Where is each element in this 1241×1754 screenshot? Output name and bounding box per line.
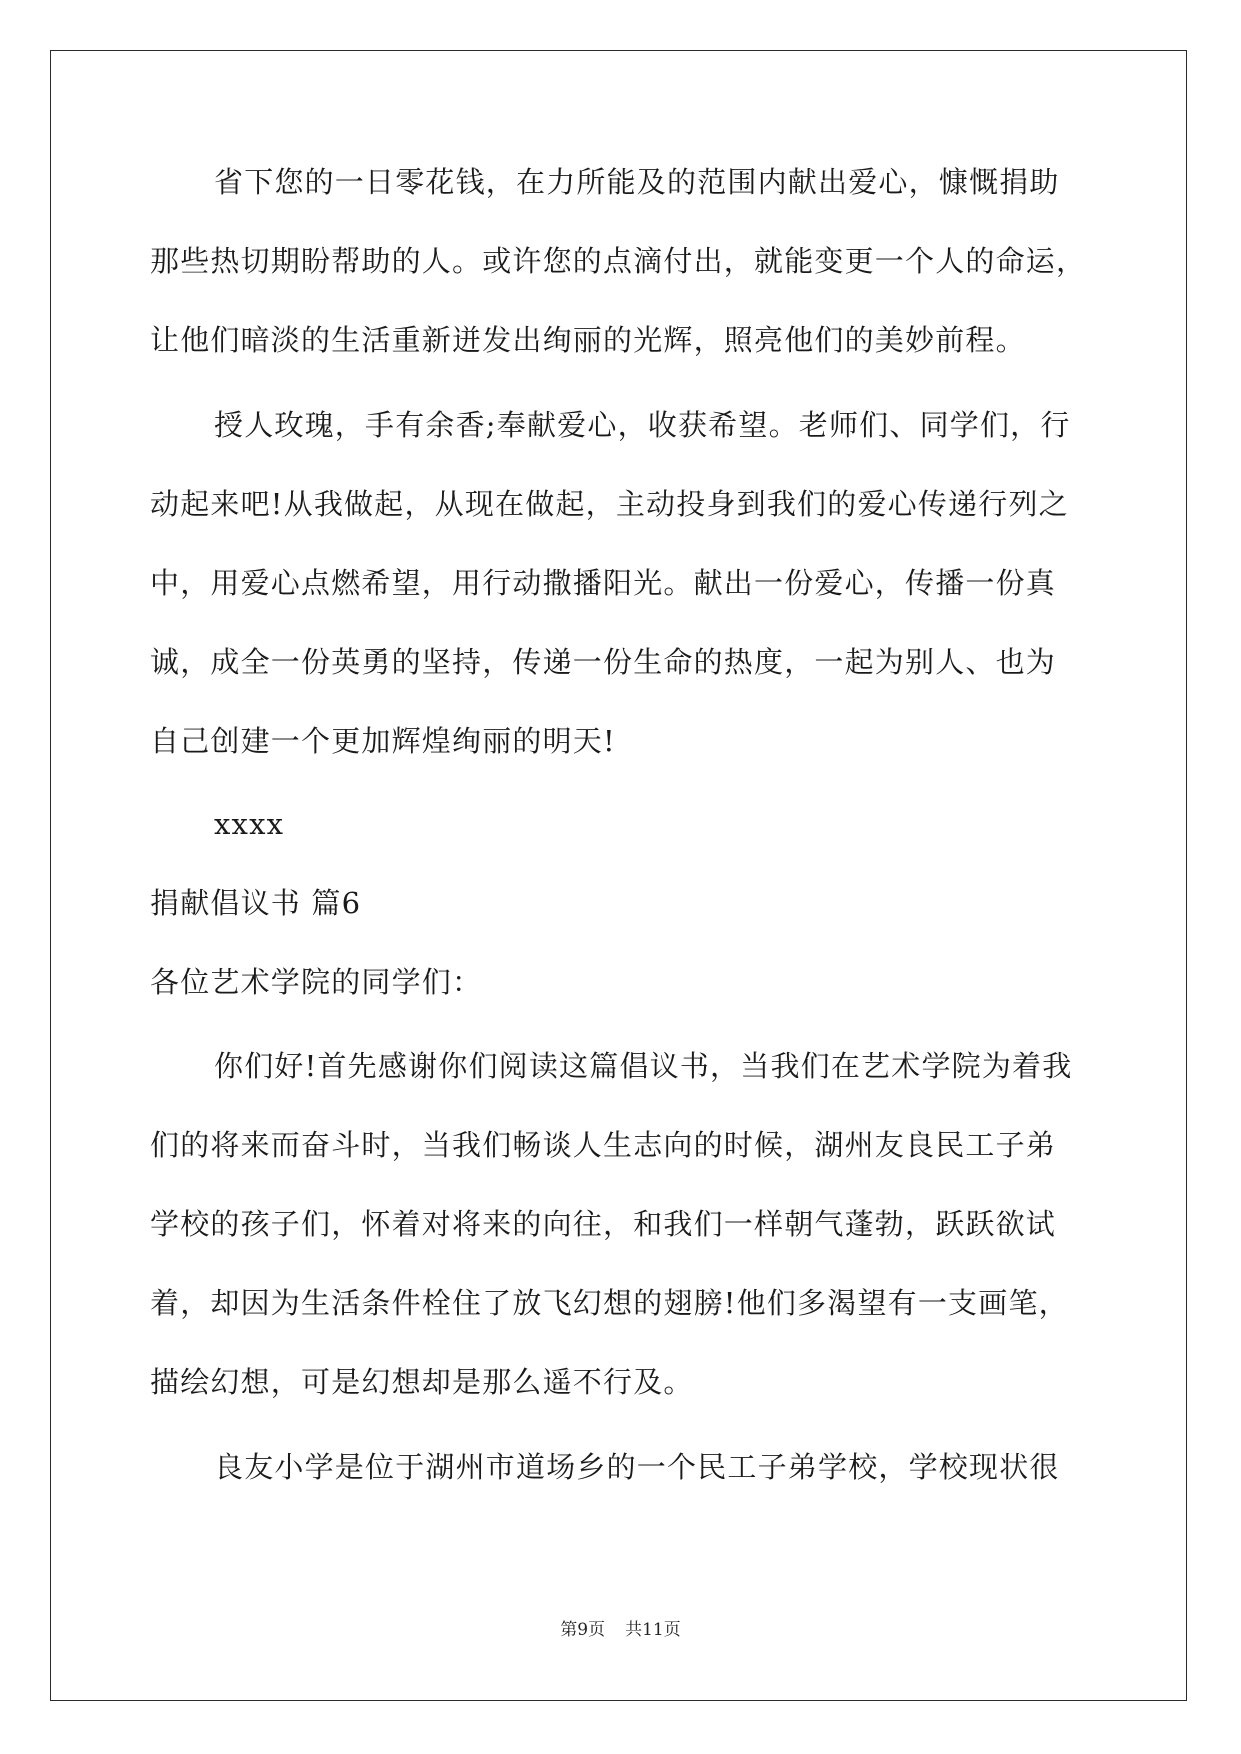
paragraph-line: 良友小学是位于湖州市道场乡的一个民工子弟学校，学校现状很 (214, 1450, 1060, 1484)
signature: xxxx (214, 807, 285, 841)
paragraph-line: 中，用爱心点燃希望，用行动撒播阳光。献出一份爱心，传播一份真 (150, 566, 1057, 600)
paragraph-line: 着，却因为生活条件栓住了放飞幻想的翅膀!他们多渴望有一支画笔， (150, 1286, 1069, 1320)
section-title: 捐献倡议书 篇6 (150, 886, 362, 920)
paragraph-line: 描绘幻想，可是幻想却是那么遥不行及。 (150, 1365, 694, 1399)
paragraph-line: 授人玫瑰，手有余香;奉献爱心，收获希望。老师们、同学们，行 (214, 408, 1071, 442)
paragraph-line: 省下您的一日零花钱，在力所能及的范围内献出爱心，慷慨捐助 (214, 165, 1060, 199)
page-total: 共11页 (625, 1620, 681, 1640)
paragraph-line: 那些热切期盼帮助的人。或许您的点滴付出，就能变更一个人的命运， (150, 244, 1087, 278)
salutation: 各位艺术学院的同学们： (150, 965, 483, 999)
paragraph-line: 让他们暗淡的生活重新迸发出绚丽的光辉，照亮他们的美妙前程。 (150, 323, 1026, 357)
paragraph-line: 诚，成全一份英勇的坚持，传递一份生命的热度，一起为别人、也为 (150, 645, 1057, 679)
page-number: 第9页 (560, 1620, 606, 1640)
paragraph-line: 自己创建一个更加辉煌绚丽的明天! (150, 724, 616, 758)
paragraph-line: 动起来吧!从我做起，从现在做起，主动投身到我们的爱心传递行列之 (150, 487, 1069, 521)
paragraph-line: 们的将来而奋斗时，当我们畅谈人生志向的时候，湖州友良民工子弟 (150, 1128, 1057, 1162)
paragraph-line: 你们好!首先感谢你们阅读这篇倡议书，当我们在艺术学院为着我 (214, 1049, 1073, 1083)
paragraph-line: 学校的孩子们，怀着对将来的向往，和我们一样朝气蓬勃，跃跃欲试 (150, 1207, 1057, 1241)
page-footer (0, 1618, 1241, 1642)
